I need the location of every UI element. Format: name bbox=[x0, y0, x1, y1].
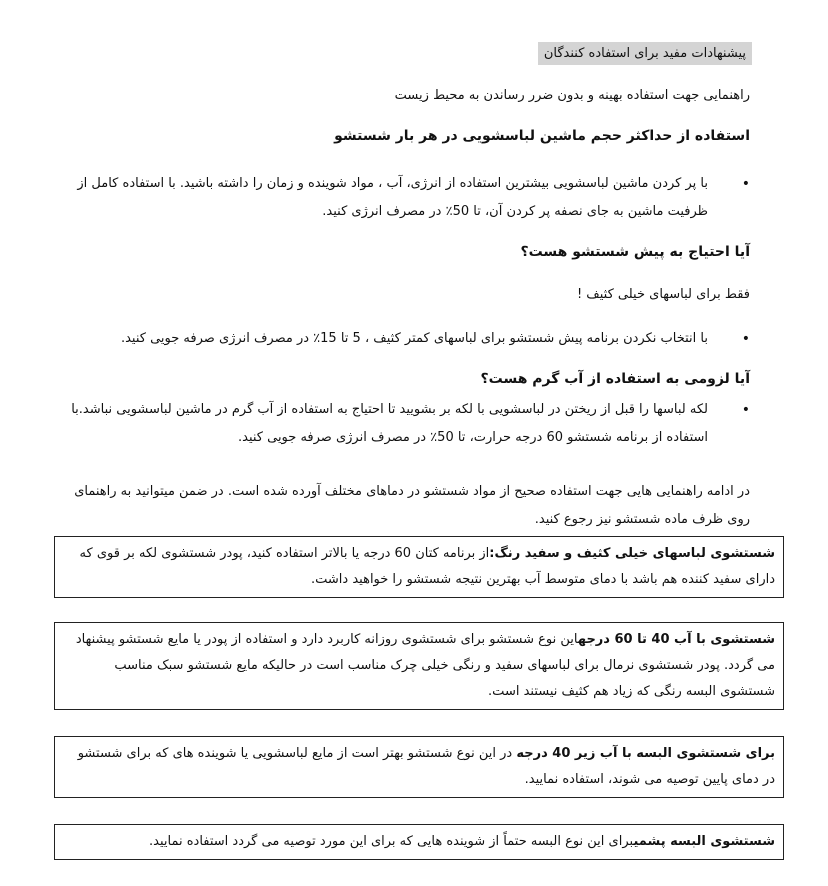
bullet-icon: • bbox=[741, 176, 750, 192]
box-text: این نوع شستشو برای شستشوی روزانه کاربرد دارد و استفاده از پودر یا مایع شستشو پیشنهاد می گردد. پودر شستشوی نرمال برای لباسهای سفید و رنگی خیلی چرک مناسب است در حالیکه مایع شستشو سبک مناسب شستشوی البسه رنگی که زیاد هم کثیف نیستند است. bbox=[75, 632, 775, 699]
box-bold-lead: برای شستشوی البسه با آب زیر 40 درجه bbox=[516, 746, 775, 761]
prewash-note: فقط برای لباسهای خیلی کثیف ! bbox=[576, 287, 750, 302]
box-text: در این نوع شستشو بهتر است از مایع لباسشویی یا شوینده های که برای شستشو در دمای پایین توصیه می شوند، استفاده نمایید. bbox=[77, 746, 775, 787]
section-heading-hot-water: آیا لزومی به استفاده از آب گرم هست؟ bbox=[480, 371, 750, 387]
box-text: برای این نوع البسه حتماً از شوینده هایی که برای این مورد توصیه می گردد استفاده نمایید. bbox=[149, 834, 634, 849]
section-heading-max-load: استفاده از حداکثر حجم ماشین لباسشویی در هر بار شستشو bbox=[334, 128, 750, 144]
bullet-icon: • bbox=[741, 331, 750, 347]
bullet-item-prewash bbox=[66, 325, 750, 353]
box-bold-lead: شستشوی البسه پشمی bbox=[633, 834, 775, 849]
bullet-text: لکه لباسها را قبل از ریختن در لباسشویی با لکه بر بشویید تا احتیاج به استفاده از آب گرم در ماشین لباسشویی نباشد.با استفاده از برنامه شستشو 60 درجه حرارت، تا 50٪ در مصرف انرژی صرفه جویی کنید. bbox=[71, 402, 708, 445]
bullet-icon: • bbox=[741, 402, 750, 418]
intro-paragraph: در ادامه راهنمایی هایی جهت استفاده صحیح از مواد شستشو در دماهای مختلف آورده شده است. در ضمن میتوانید به راهنمای روی ظرف ماده شستشو نیز رجوع کنید. bbox=[74, 484, 750, 527]
info-box-very-dirty-white bbox=[54, 536, 784, 598]
box-bold-lead: شستشوی با آب 40 تا 60 درجه bbox=[577, 632, 775, 647]
bullet-item-max-load bbox=[66, 170, 750, 226]
page-subtitle: راهنمایی جهت استفاده بهینه و بدون ضرر رساندن به محیط زیست bbox=[394, 88, 750, 103]
info-box-40-60 bbox=[54, 622, 784, 710]
section-heading-prewash: آیا احتیاج به پیش شستشو هست؟ bbox=[520, 244, 750, 260]
bullet-item-hot-water bbox=[66, 396, 750, 452]
bullet-text: با انتخاب نکردن برنامه پیش شستشو برای لباسهای کمتر کثیف ، 5 تا 15٪ در مصرف انرژی صرفه جویی کنید. bbox=[120, 331, 708, 346]
bullet-text: با پر کردن ماشین لباسشویی بیشترین استفاده از انرژی، آب ، مواد شوینده و زمان را داشته باشید. با استفاده کامل از ظرفیت ماشین به جای نصفه پر کردن آن، تا 50٪ در مصرف انرژی کنید. bbox=[77, 176, 708, 219]
box-bold-lead: شستشوی لباسهای خیلی کثیف و سفید رنگ: bbox=[489, 546, 775, 561]
info-box-wool bbox=[54, 824, 784, 860]
box-text: از برنامه کتان 60 درجه یا بالاتر استفاده کنید، پودر شستشوی لکه بر قوی که دارای سفید کننده هم باشد با دمای متوسط آب بهترین نتیجه شستشو را خواهید داشت. bbox=[79, 546, 775, 587]
info-box-below-40 bbox=[54, 736, 784, 798]
page-title: پیشنهادات مفید برای استفاده کنندگان bbox=[538, 42, 752, 65]
